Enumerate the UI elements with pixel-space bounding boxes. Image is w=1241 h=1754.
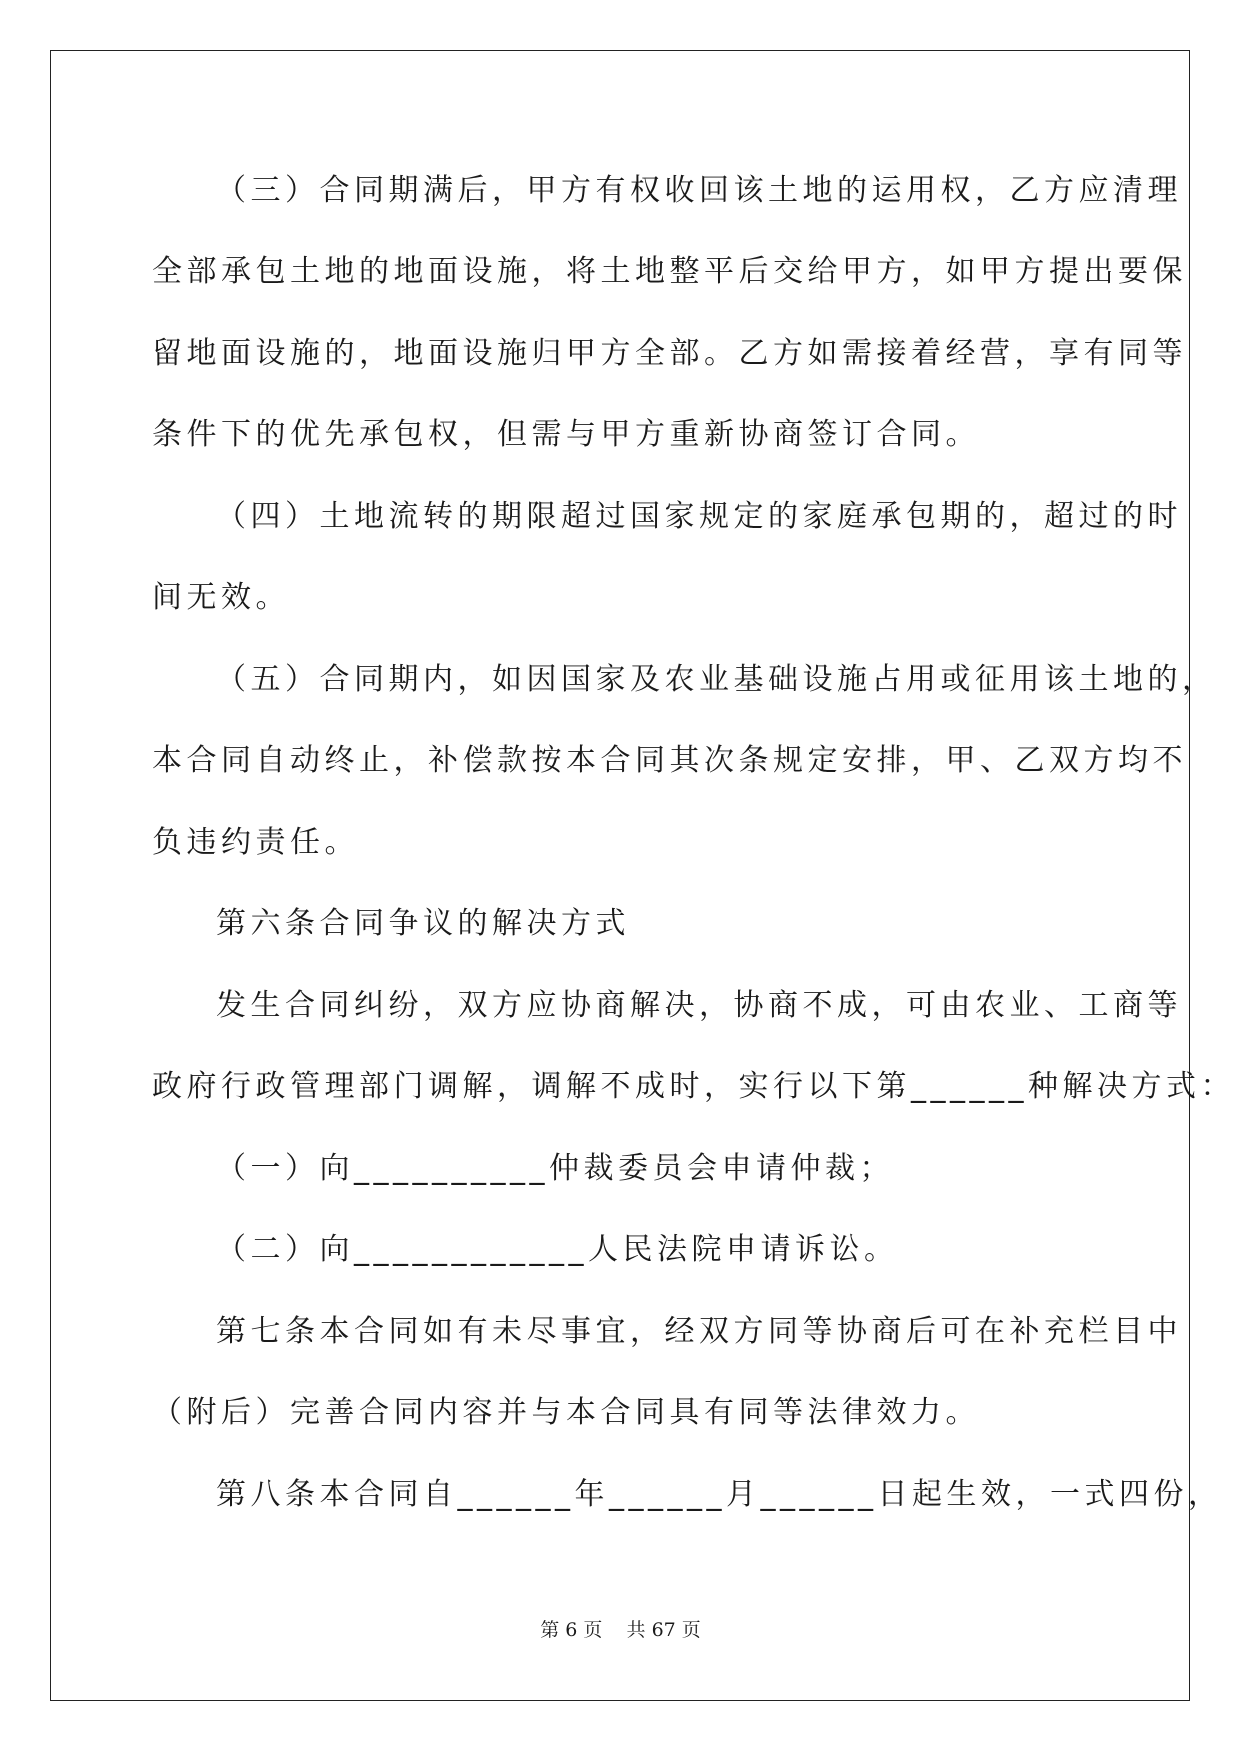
paragraph-line: 本合同自动终止，补偿款按本合同其次条规定安排，甲、乙双方均不 [152, 743, 1187, 778]
paragraph-line: （附后）完善合同内容并与本合同具有同等法律效力。 [152, 1395, 980, 1430]
paragraph-line: （三）合同期满后，甲方有权收回该土地的运用权，乙方应清理 [216, 173, 1182, 208]
paragraph-line: （一）向__________仲裁委员会申请仲裁； [216, 1151, 894, 1186]
paragraph-line: （四）土地流转的期限超过国家规定的家庭承包期的，超过的时 [216, 499, 1182, 534]
paragraph-line: 发生合同纠纷，双方应协商解决，协商不成，可由农业、工商等 [216, 988, 1182, 1023]
section-heading: 第六条合同争议的解决方式 [216, 906, 630, 941]
paragraph-line: 全部承包土地的地面设施，将土地整平后交给甲方，如甲方提出要保 [152, 254, 1187, 289]
paragraph-line: 条件下的优先承包权，但需与甲方重新协商签订合同。 [152, 417, 980, 452]
paragraph-line: （五）合同期内，如因国家及农业基础设施占用或征用该土地的， [216, 662, 1217, 697]
paragraph-line: （二）向____________人民法院申请诉讼。 [216, 1232, 899, 1267]
paragraph-line: 政府行政管理部门调解，调解不成时，实行以下第______种解决方式： [152, 1069, 1235, 1104]
page-number-footer: 第 6 页 共 67 页 [540, 1619, 701, 1641]
paragraph-line: 留地面设施的，地面设施归甲方全部。乙方如需接着经营，享有同等 [152, 336, 1187, 371]
paragraph-line: 第八条本合同自______年______月______日起生效，一式四份， [216, 1477, 1223, 1512]
paragraph-line: 第七条本合同如有未尽事宜，经双方同等协商后可在补充栏目中 [216, 1314, 1182, 1349]
paragraph-line: 间无效。 [152, 580, 290, 615]
paragraph-line: 负违约责任。 [152, 825, 359, 860]
page-border [50, 50, 1190, 1701]
